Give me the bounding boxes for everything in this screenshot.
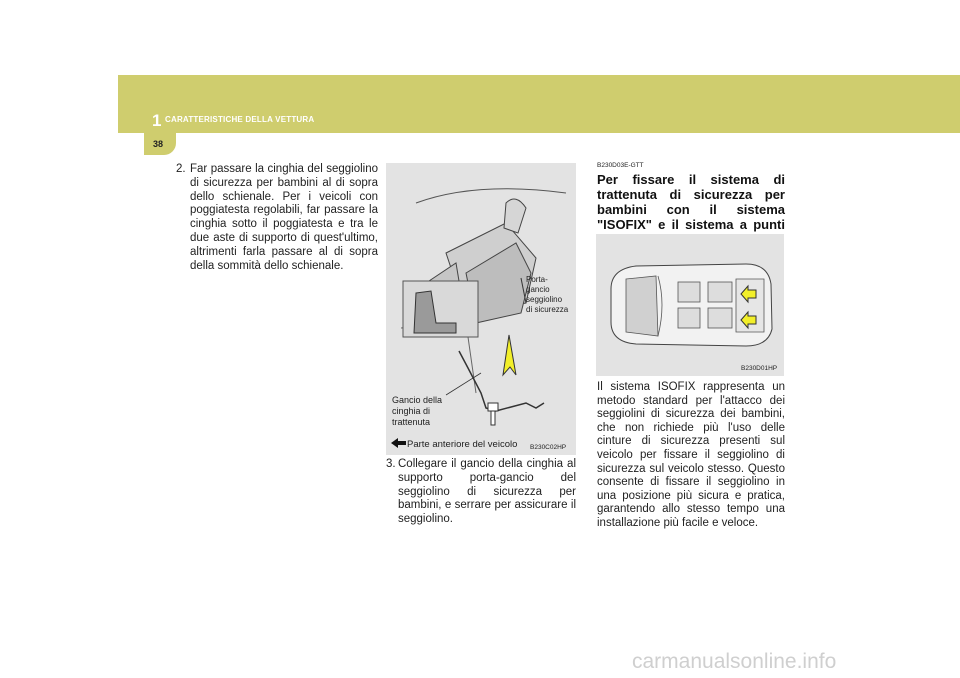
step-text: Far passare la cinghia del seggiolino di sicurezza per bambini al di sopra dello schienale. Per i veicoli con poggiatesta regolabili, far passare la cinghia sotto il poggiatesta e tra le due aste di supporto di quest'ultimo, altrimenti farla passare al di sopra della sommità dello schienale. <box>190 163 378 272</box>
step-text: Collegare il gancio della cinghia al supporto porta-gancio del seggiolino di sicurezza per bambini, e serrare per assicurare il seggiolino. <box>398 458 576 526</box>
figure-code: B230D01HP <box>741 365 778 372</box>
step-number: 3. <box>386 458 396 470</box>
section-title: Per fissare il sistema di trattenuta di sicurezza per bambini con il sistema "ISOFIX" e il sistema a punti <box>597 172 785 232</box>
page-number: 38 <box>153 139 164 149</box>
support-label: Porta- gancio seggiolino di sicurezza <box>526 275 569 314</box>
car-top-view <box>596 234 784 376</box>
chapter-number: 1 <box>152 111 162 130</box>
chapter-title: CARATTERISTICHE DELLA VETTURA <box>165 115 315 124</box>
front-label: Parte anteriore del veicolo <box>407 439 518 450</box>
section-code: B230D03E-GTT <box>597 162 644 169</box>
watermark: carmanualsonline.info <box>632 650 837 673</box>
step-number: 2. <box>176 163 186 175</box>
isofix-figure <box>596 234 784 376</box>
section-body: Il sistema ISOFIX rappresenta un metodo standard per l'attacco dei seggiolini di sicurezza dei bambini, che non richiede più l'uso delle cinture di sicurezza presenti sul veicolo per fissare il seggiolino di sicurezza sul veicolo stesso. Questo consente di fissare il seggiolino in una posizione più sicura e pratica, garantendo allo stesso tempo una installazione più facile e veloce. <box>597 381 785 529</box>
hook-label: Gancio della cinghia di trattenuta <box>392 395 443 427</box>
step-2 <box>178 163 378 273</box>
figure-code: B230C02HP <box>530 444 567 451</box>
header-band <box>118 75 960 133</box>
step-3 <box>386 458 576 527</box>
